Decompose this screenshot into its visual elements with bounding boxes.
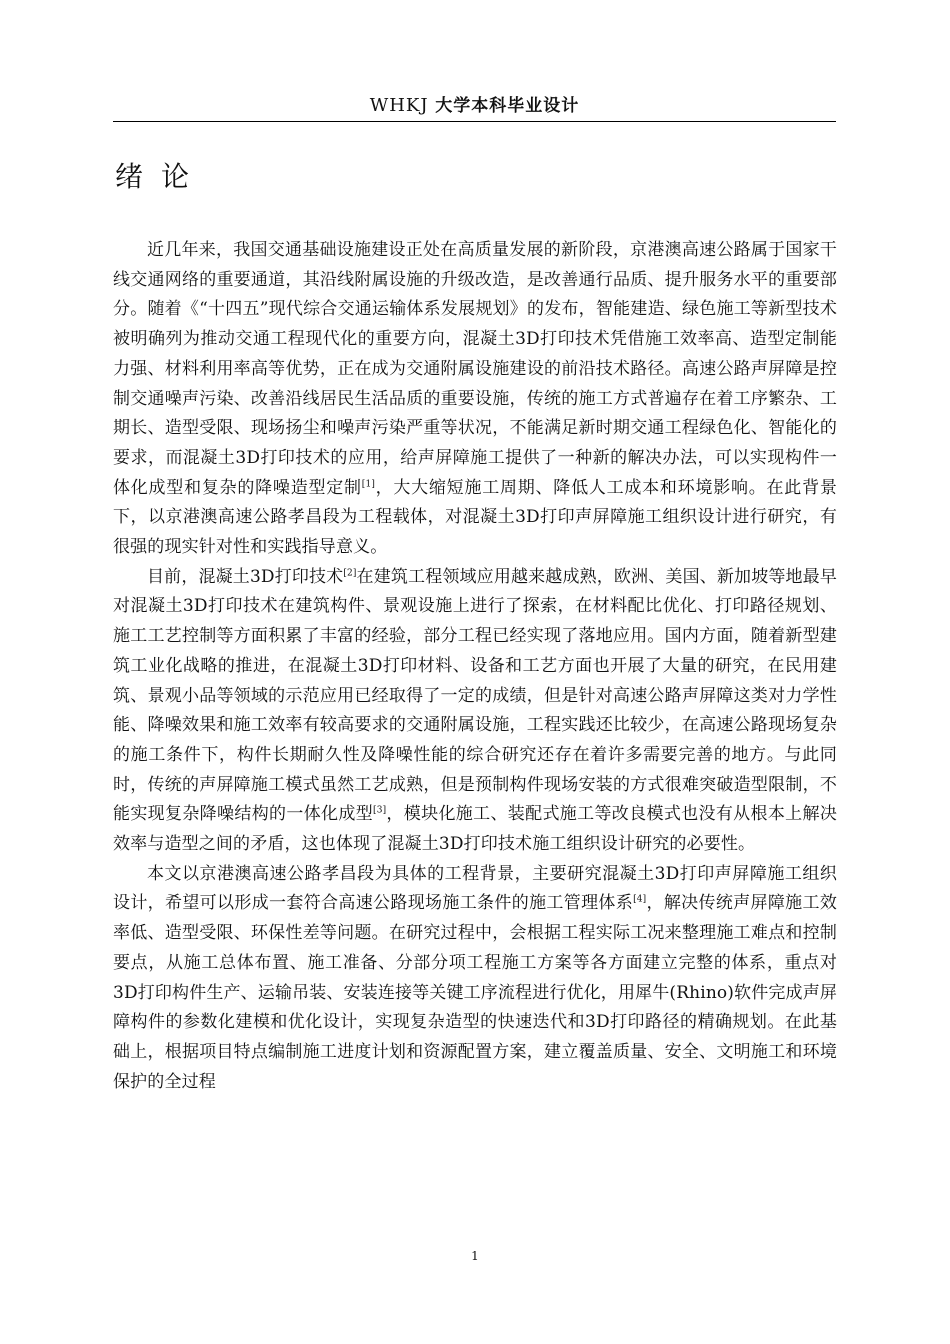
- body-text: [113, 236, 837, 1097]
- paragraph-text: 近几年来，我国交通基础设施建设正处在高质量发展的新阶段，京港澳高速公路属于国家干线交通网络的重要通道，其沿线附属设施的升级改造，是改善通行品质、提升服务水平的重要部分。随着《“十四五”现代综合交通运输体系发展规划》的发布，智能建造、绿色施工等新型技术被明确列为推动交通工程现代化的重要方向，混凝土3D打印技术凭借施工效率高、造型定制能力强、材料利用率高等优势，正在成为交通附属设施建设的前沿技术路径。高速公路声屏障是控制交通噪声污染、改善沿线居民生活品质的重要设施，传统的施工方式普遍存在着工序繁杂、工期长、造型受限、现场扬尘和噪声污染严重等状况，不能满足新时期交通工程绿色化、智能化的要求，而混凝土3D打印技术的应用，给声屏障施工提供了一种新的解决办法，可以实现构件一体化成型和复杂的降噪造型定制: [113, 240, 837, 498]
- paragraph-text: 本文以京港澳高速公路孝昌段为具体的工程背景，主要研究混凝土3D打印声屏障施工组织设计，希望可以形成一套符合高速公路现场施工条件的施工管理体系: [113, 863, 837, 914]
- chapter-title: 绪论: [115, 160, 208, 193]
- paragraph-text: ，大大缩短施工周期、降低人工成本和环境影响。在此背景下，以京港澳高速公路孝昌段为工程载体，对混凝土3D打印声屏障施工组织设计进行研究，有很强的现实针对性和实践指导意义。: [113, 477, 837, 558]
- citation-ref: [3]: [373, 805, 387, 816]
- citation-ref: [2]: [343, 568, 357, 579]
- header-title: 大学本科毕业设计: [435, 96, 580, 116]
- paragraph-text: 目前，混凝土3D打印技术: [147, 566, 344, 587]
- citation-ref: [4]: [633, 894, 647, 905]
- paragraph: [113, 563, 837, 860]
- paragraph-text: ，解决传统声屏障施工效率低、造型受限、环保性差等问题。在研究过程中，会根据工程实际工况来整理施工难点和控制要点，从施工总体布置、施工准备、分部分项工程施工方案等各方面建立完整的体系，重点对3D打印构件生产、运输吊装、安装连接等关键工序流程进行优化，用犀牛(Rhino)软件完成声屏障构件的参数化建模和优化设计，实现复杂造型的快速迭代和3D打印路径的精确规划。在此基础上，根据项目特点编制施工进度计划和资源配置方案，建立覆盖质量、安全、文明施工和环境保护的全过程: [113, 893, 837, 1092]
- paragraph-text: ，模块化施工、装配式施工等改良模式也没有从根本上解决效率与造型之间的矛盾，这也体现了混凝土3D打印技术施工组织设计研究的必要性。: [113, 804, 837, 855]
- header-text: [113, 95, 836, 117]
- paragraph-text: 在建筑工程领域应用越来越成熟，欧洲、美国、新加坡等地最早对混凝土3D打印技术在建筑构件、景观设施上进行了探索，在材料配比优化、打印路径规划、施工工艺控制等方面积累了丰富的经验，部分工程已经实现了落地应用。国内方面，随着新型建筑工业化战略的推进，在混凝土3D打印材料、设备和工艺方面也开展了大量的研究，在民用建筑、景观小品等领域的示范应用已经取得了一定的成绩，但是针对高速公路声屏障这类对力学性能、降噪效果和施工效率有较高要求的交通附属设施，工程实践还比较少，在高速公路现场复杂的施工条件下，构件长期耐久性及降噪性能的综合研究还存在着许多需要完善的地方。与此同时，传统的声屏障施工模式虽然工艺成熟，但是预制构件现场安装的方式很难突破造型限制，不能实现复杂降噪结构的一体化成型: [113, 566, 837, 825]
- page-number: 1: [471, 1249, 479, 1263]
- paragraph: [113, 236, 837, 563]
- paragraph: [113, 860, 837, 1098]
- header-prefix: WHKJ: [369, 95, 429, 116]
- citation-ref: [1]: [361, 478, 375, 489]
- page-header: [113, 93, 836, 122]
